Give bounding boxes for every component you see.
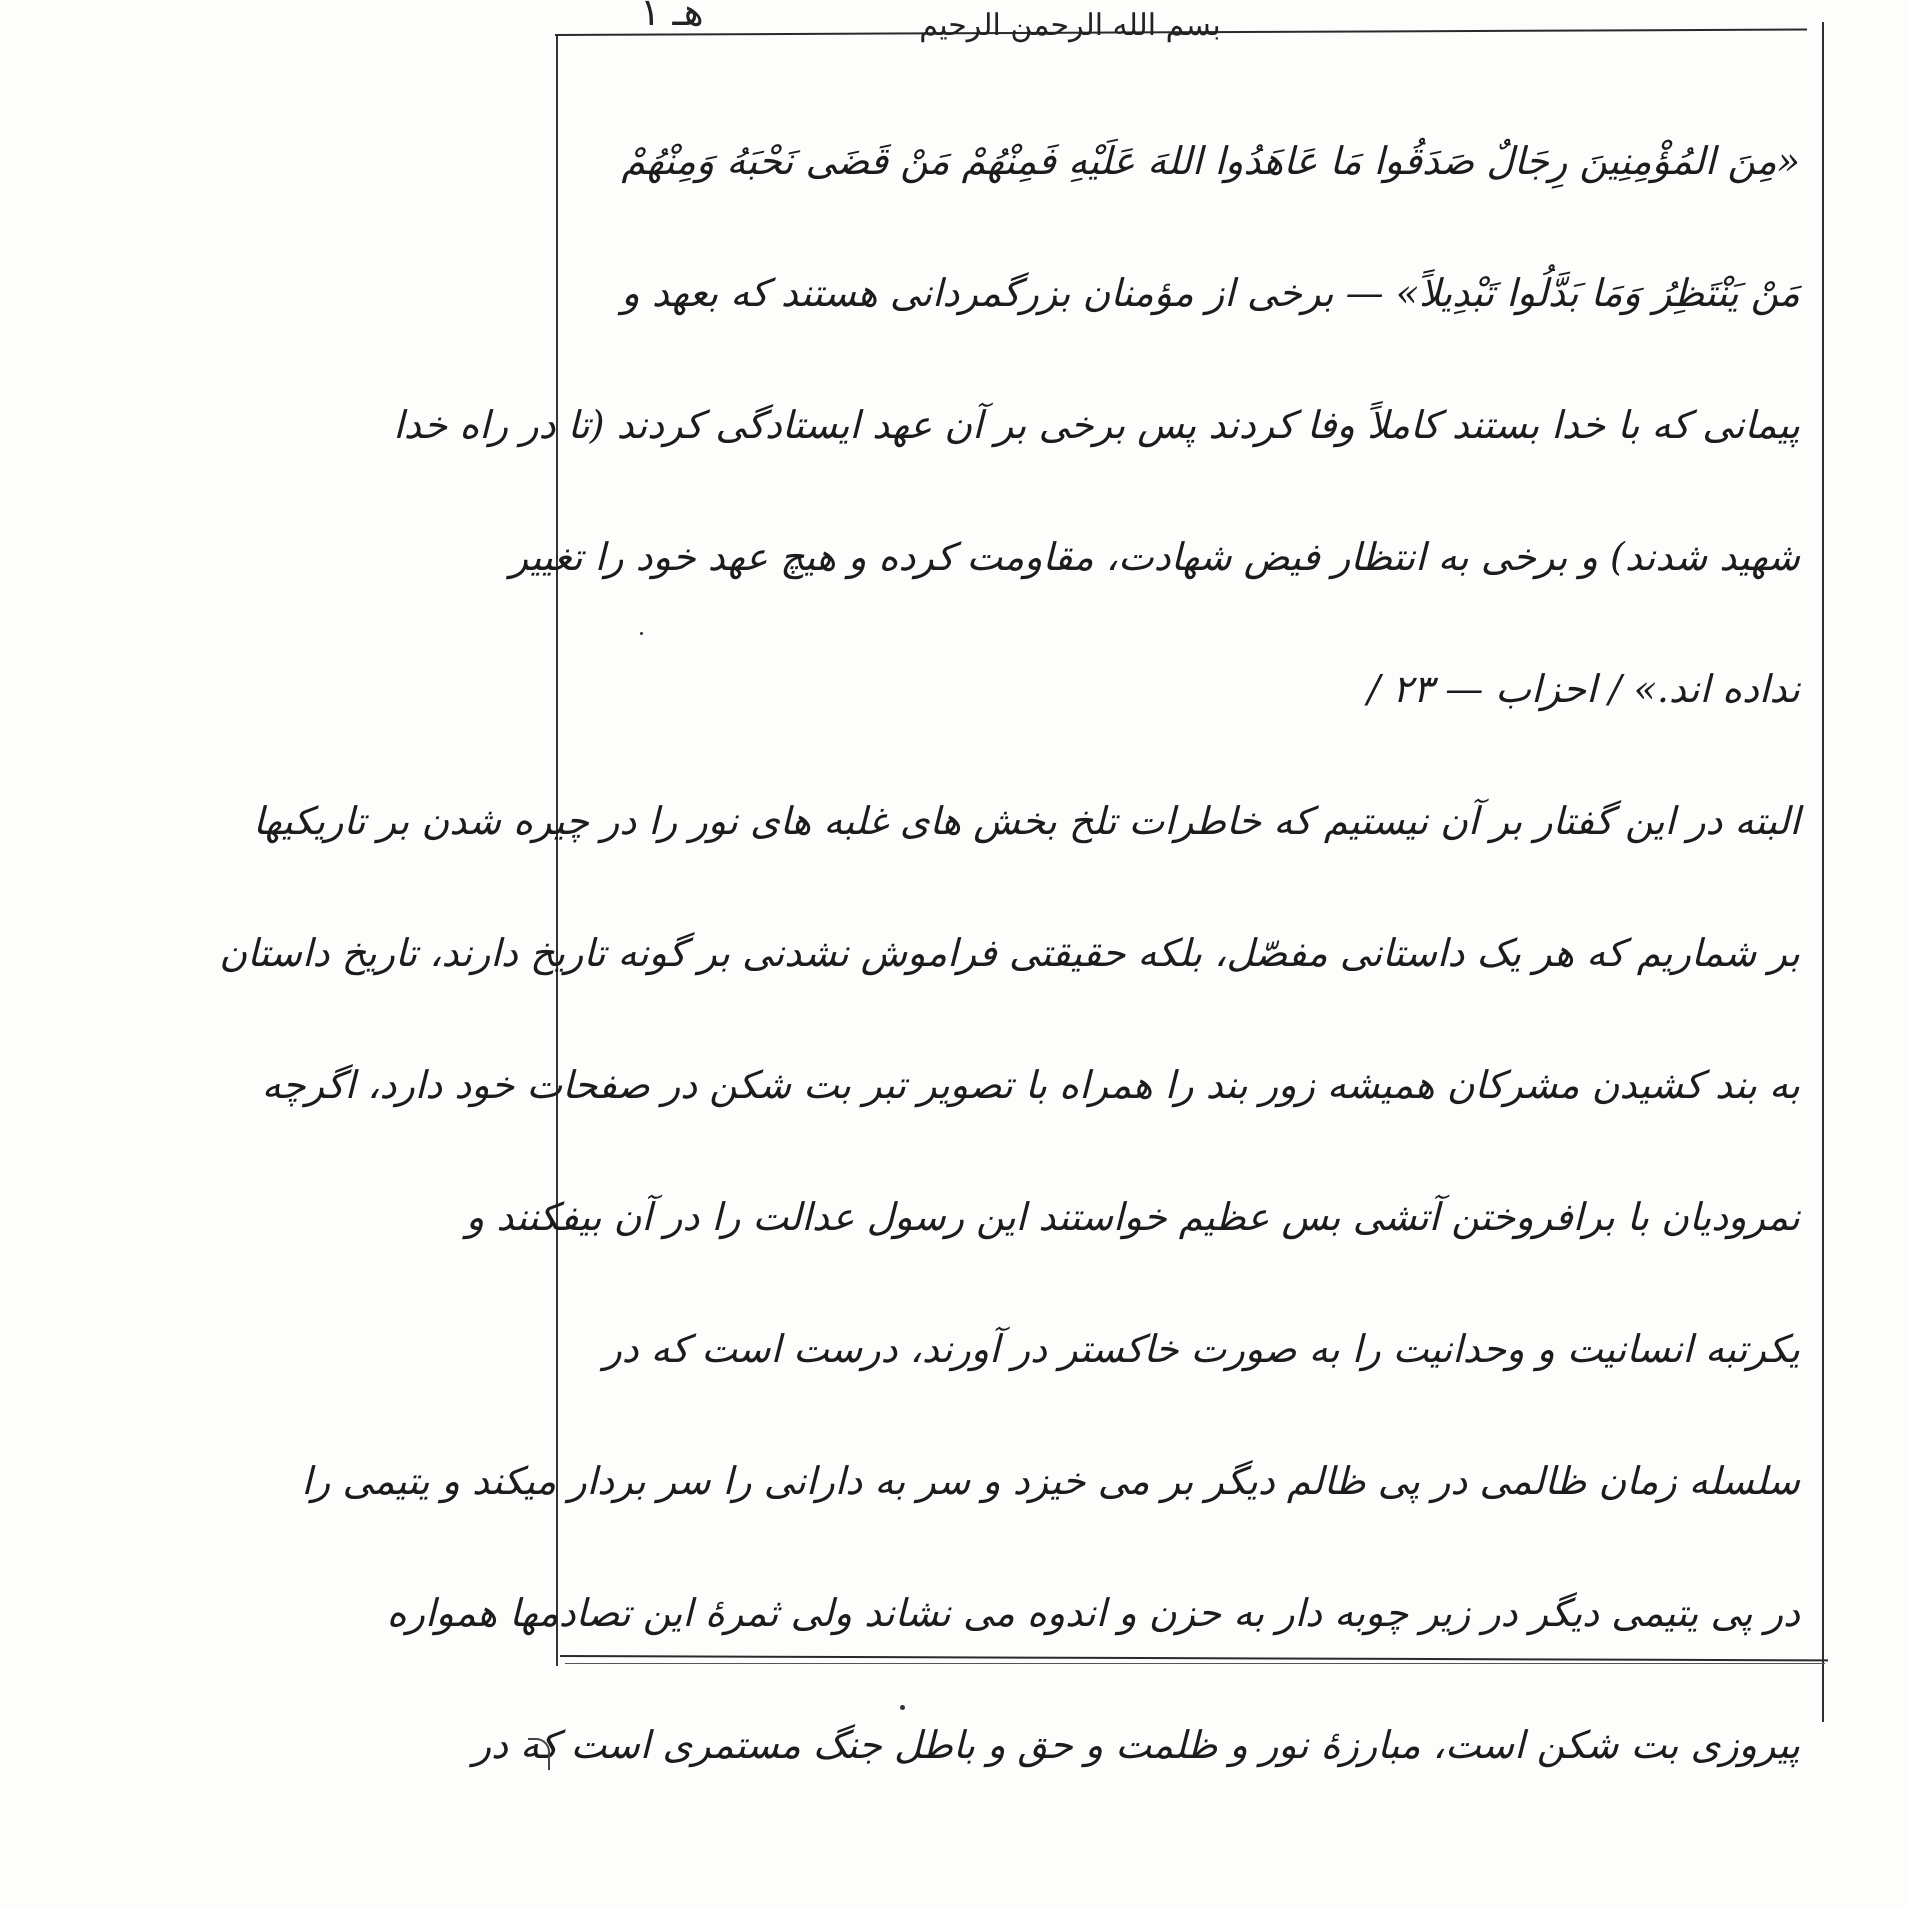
text-line: «مِنَ المُؤْمِنِینَ رِجَالٌ صَدَقُوا مَا عَاهَدُوا اللهَ عَلَیْهِ فَمِنْهُمْ مَنْ قَضَی نَحْبَهُ وَمِنْهُمْ [621, 139, 1800, 183]
text-line: در پی یتیمی دیگر در زیر چوبه دار به حزن و اندوه می نشاند ولی ثمرهٔ این تصادمها همواره [386, 1591, 1800, 1635]
scan-mark [528, 1738, 550, 1770]
text-line: نداده اند.» / احزاب — ۲۳ / [1367, 667, 1800, 711]
text-line: سلسله زمان ظالمی در پی ظالم دیگر بر می خیزد و سر به دارانی را سر بردار میکند و یتیمی را [301, 1459, 1800, 1503]
text-line: البته در این گفتار بر آن نیستیم که خاطرات تلخ بخش های غلبه های نور را در چیره شدن بر تاریکیها [253, 799, 1800, 843]
scan-speck [640, 632, 643, 635]
page-corner-mark: هـ ١ [640, 0, 704, 34]
text-line: بر شماریم که هر یک داستانی مفصّل، بلکه حقیقتی فراموش نشدنی بر گونه تاریخ دارند، تاریخ داستان [219, 931, 1800, 975]
handwritten-text-block [219, 95, 1810, 1811]
scan-speck [900, 1705, 905, 1710]
text-line: به بند کشیدن مشرکان همیشه زور بند را همراه با تصویر تبر بت شکن در صفحات خود دارد، اگرچه [261, 1063, 1800, 1107]
basmala-heading: بسم الله الرحمن الرحیم [919, 8, 1221, 43]
text-line: یکرتبه انسانیت و وحدانیت را به صورت خاکستر در آورند، درست است که در [603, 1327, 1800, 1371]
text-line: مَنْ یَنْتَظِرُ وَمَا بَدَّلُوا تَبْدِیلاً» — برخی از مؤمنان بزرگمردانی هستند که بعهد و [621, 271, 1800, 315]
text-line: پیروزی بت شکن است، مبارزهٔ نور و ظلمت و حق و باطل جنگ مستمری است که در [472, 1723, 1800, 1767]
frame-right-line [1822, 22, 1824, 1722]
text-line: پیمانی که با خدا بستند کاملاً وفا کردند پس برخی بر آن عهد ایستادگی کردند (تا در راه خدا [393, 403, 1800, 447]
text-line: نمرودیان با برافروختن آتشی بس عظیم خواستند این رسول عدالت را در آن بیفکنند و [466, 1195, 1800, 1239]
text-line: شهید شدند) و برخی به انتظار فیض شهادت، مقاومت کرده و هیچ عهد خود را تغییر [509, 535, 1800, 579]
